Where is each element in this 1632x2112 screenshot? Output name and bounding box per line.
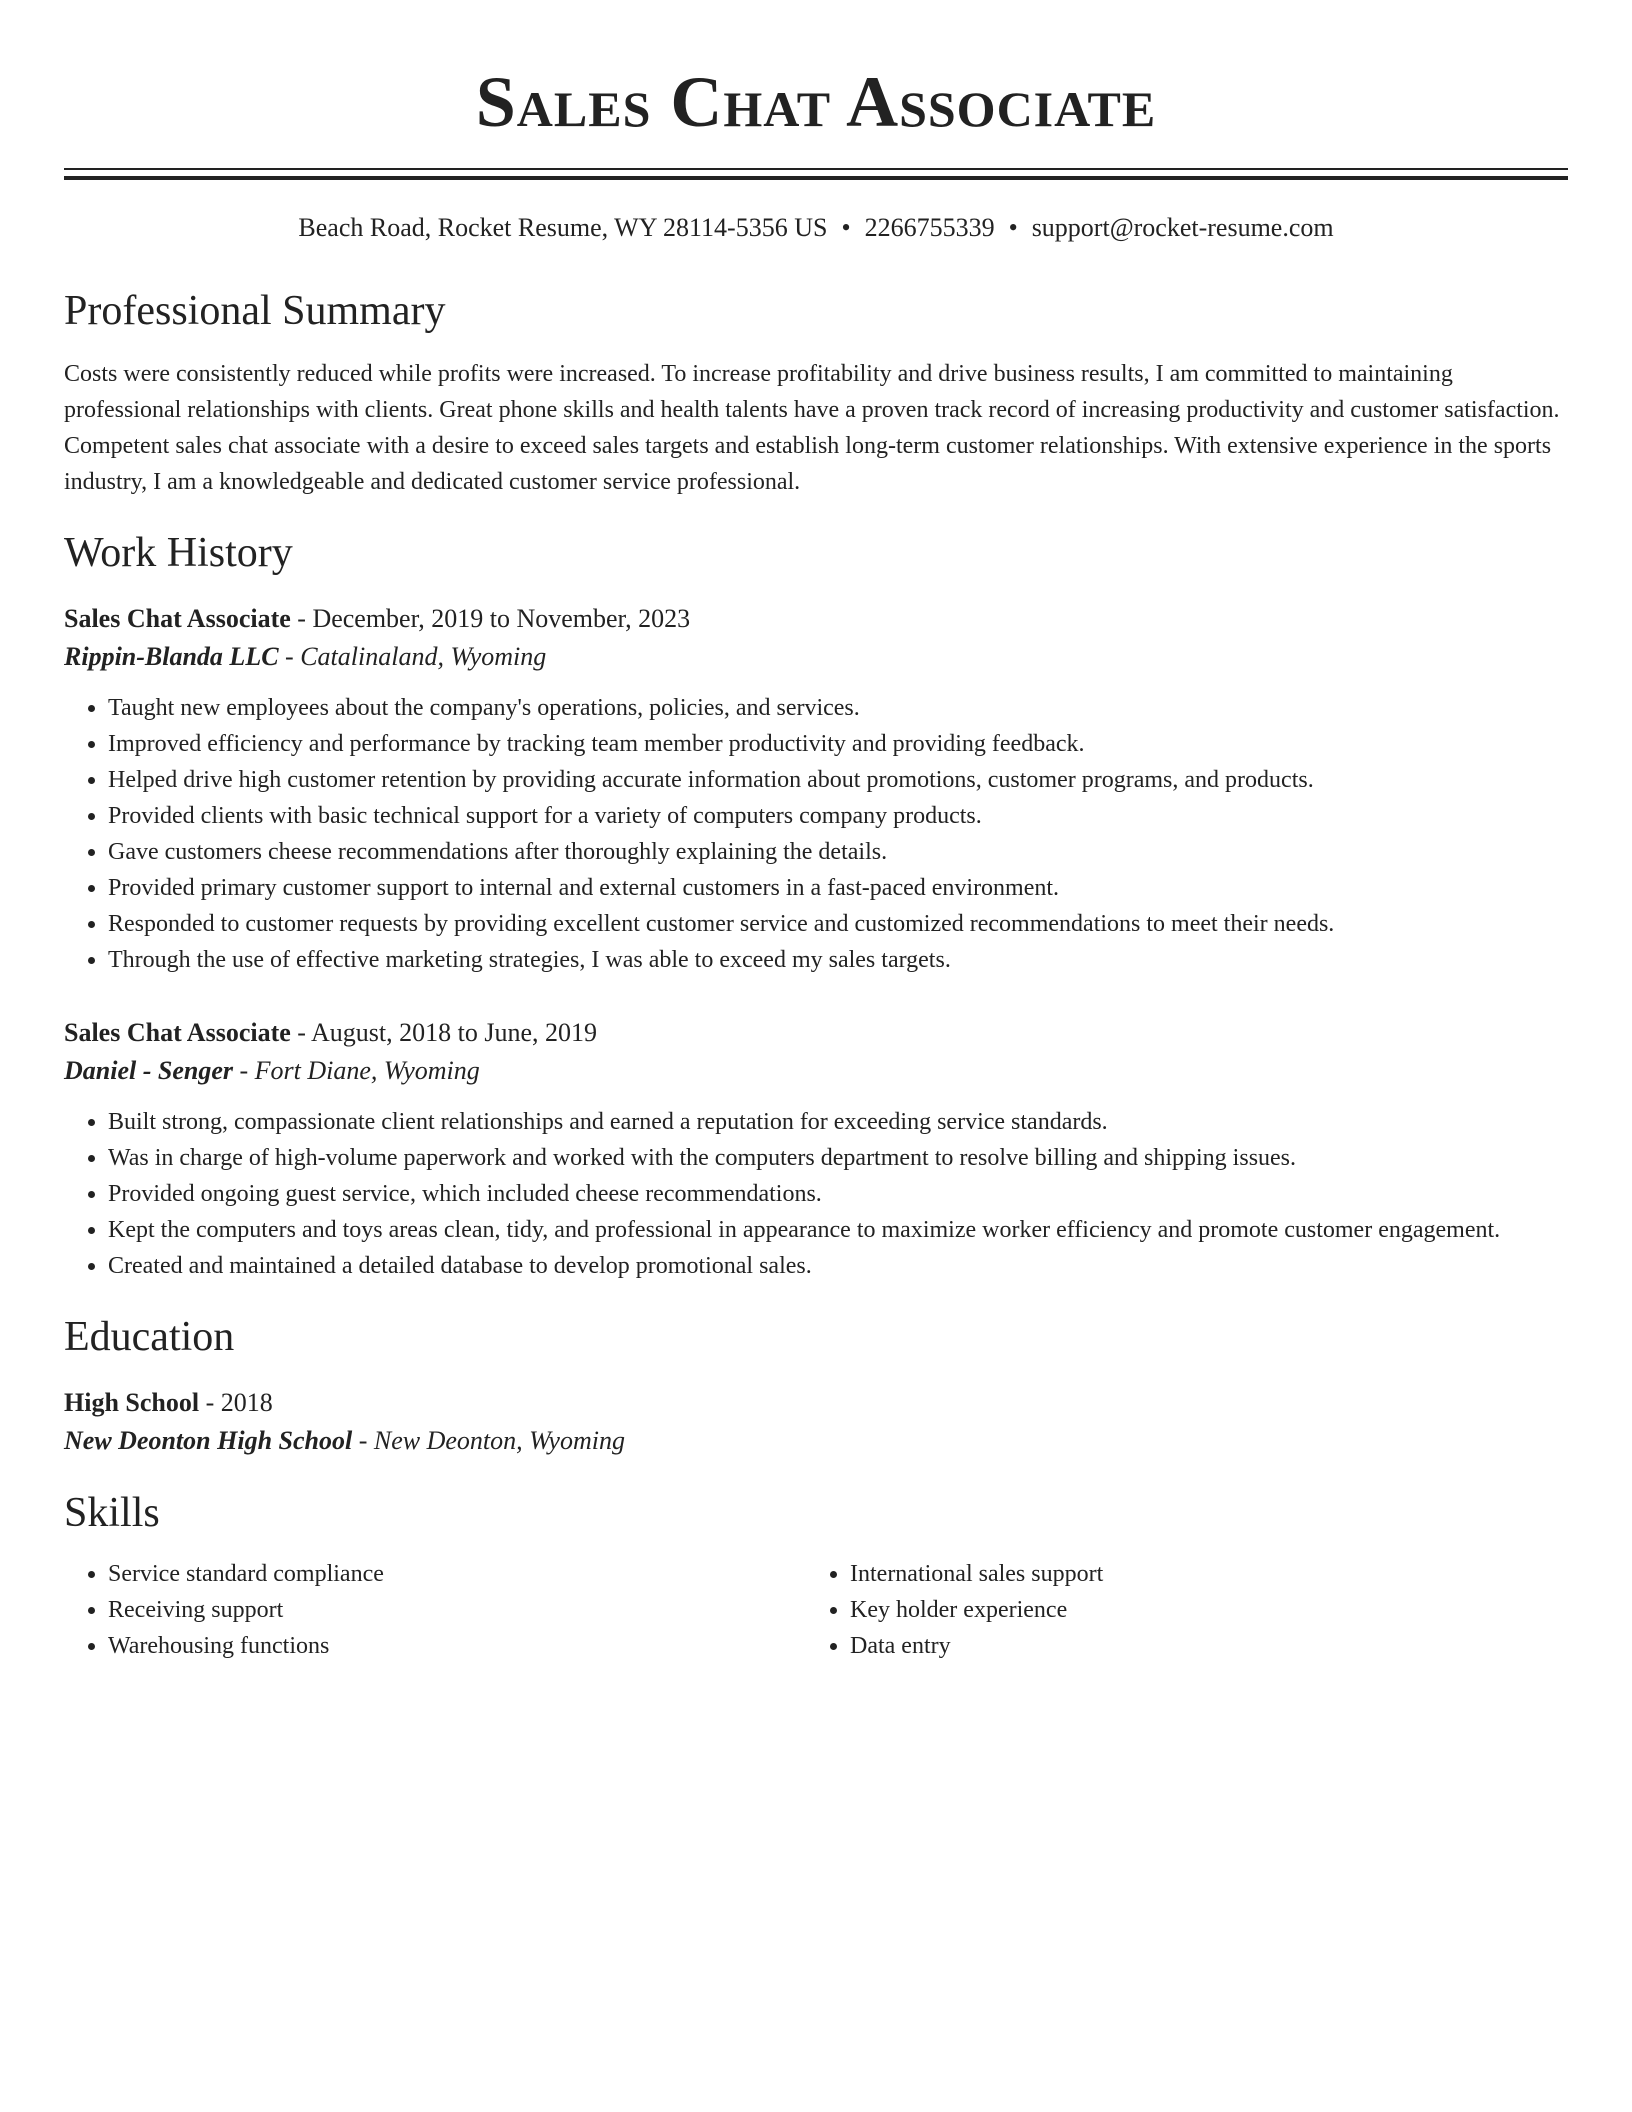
- list-item: • Provided ongoing guest service, which included cheese recommendations.: [108, 1176, 1568, 1212]
- list-item: • Was in charge of high-volume paperwork and worked with the computers department to resolve billing and shipping issues.: [108, 1140, 1568, 1176]
- education-section: [64, 1312, 1568, 1460]
- list-item: • Gave customers cheese recommendations after thoroughly explaining the details.: [108, 834, 1568, 870]
- skills-column-right: [806, 1556, 1548, 1664]
- job-entry: [64, 600, 1568, 978]
- degree-line: [64, 1384, 1568, 1422]
- job-dates: - August, 2018 to June, 2019: [290, 1018, 598, 1047]
- company-name: Daniel - Senger: [64, 1056, 233, 1085]
- summary-section: [64, 286, 1568, 500]
- degree: High School: [64, 1388, 200, 1417]
- skills-grid: [64, 1556, 1568, 1664]
- title-divider-thin: [64, 168, 1568, 170]
- education-heading: Education: [64, 1314, 235, 1360]
- list-item: • International sales support: [850, 1556, 1548, 1592]
- job-title-line: [64, 600, 1568, 638]
- contact-address: Beach Road, Rocket Resume, WY 28114-5356 US: [298, 213, 828, 242]
- company-line: [64, 638, 1568, 676]
- list-item: • Taught new employees about the company's operations, policies, and services.: [108, 690, 1568, 726]
- company-location: - Fort Diane, Wyoming: [233, 1056, 480, 1085]
- contact-line: [64, 210, 1568, 246]
- list-item: • Service standard compliance: [108, 1556, 806, 1592]
- company-location: - Catalinaland, Wyoming: [278, 642, 547, 671]
- school-name: New Deonton High School: [64, 1426, 353, 1455]
- job-title: Sales Chat Associate: [64, 1018, 291, 1047]
- contact-separator: •: [1008, 213, 1018, 242]
- degree-year: - 2018: [199, 1388, 273, 1417]
- list-item: • Helped drive high customer retention by providing accurate information about promotions, customer programs, and products.: [108, 762, 1568, 798]
- contact-email: support@rocket-resume.com: [1031, 213, 1334, 242]
- list-item: • Key holder experience: [850, 1592, 1548, 1628]
- job-dates: - December, 2019 to November, 2023: [290, 604, 691, 633]
- work-history-heading: Work History: [64, 530, 293, 576]
- skills-column-left: [64, 1556, 806, 1664]
- school-line: [64, 1422, 1568, 1460]
- skills-heading: Skills: [64, 1490, 160, 1536]
- education-entry: [64, 1384, 1568, 1460]
- list-item: • Receiving support: [108, 1592, 806, 1628]
- job-title-line: [64, 1014, 1568, 1052]
- list-item: • Data entry: [850, 1628, 1548, 1664]
- list-item: • Warehousing functions: [108, 1628, 806, 1664]
- list-item: • Kept the computers and toys areas clean, tidy, and professional in appearance to maximize worker efficiency and promote customer engagement.: [108, 1212, 1568, 1248]
- resume-title: Sales Chat Associate: [475, 62, 1157, 142]
- list-item: • Created and maintained a detailed database to develop promotional sales.: [108, 1248, 1568, 1284]
- company-name: Rippin-Blanda LLC: [64, 642, 279, 671]
- job-entry: [64, 1014, 1568, 1284]
- title-divider-thick: [64, 176, 1568, 180]
- list-item: • Provided clients with basic technical support for a variety of computers company products.: [108, 798, 1568, 834]
- list-item: • Provided primary customer support to internal and external customers in a fast-paced environment.: [108, 870, 1568, 906]
- job-bullets: [64, 1104, 1568, 1284]
- company-line: [64, 1052, 1568, 1090]
- job-title: Sales Chat Associate: [64, 604, 291, 633]
- summary-heading: Professional Summary: [64, 288, 446, 334]
- summary-text: Costs were consistently reduced while profits were increased. To increase profitability and drive business results, I am committed to maintaining professional relationships with clients. Great phone skills and health talents have a proven track record of increasing productivity and customer satisfaction. Competent sales chat associate with a desire to exceed sales targets and establish long-term customer relationships. With extensive experience in the sports industry, I am a knowledgeable and dedicated customer service professional.: [64, 361, 1560, 495]
- list-item: • Through the use of effective marketing strategies, I was able to exceed my sales targets.: [108, 942, 1568, 978]
- skills-section: [64, 1488, 1568, 1664]
- school-location: - New Deonton, Wyoming: [352, 1426, 625, 1455]
- work-history-section: [64, 528, 1568, 1284]
- resume-page: [64, 0, 1568, 1664]
- list-item: • Responded to customer requests by providing excellent customer service and customized recommendations to meet their needs.: [108, 906, 1568, 942]
- list-item: • Improved efficiency and performance by tracking team member productivity and providing feedback.: [108, 726, 1568, 762]
- contact-phone: 2266755339: [864, 213, 995, 242]
- job-bullets: [64, 690, 1568, 978]
- contact-separator: •: [841, 213, 851, 242]
- list-item: • Built strong, compassionate client relationships and earned a reputation for exceeding service standards.: [108, 1104, 1568, 1140]
